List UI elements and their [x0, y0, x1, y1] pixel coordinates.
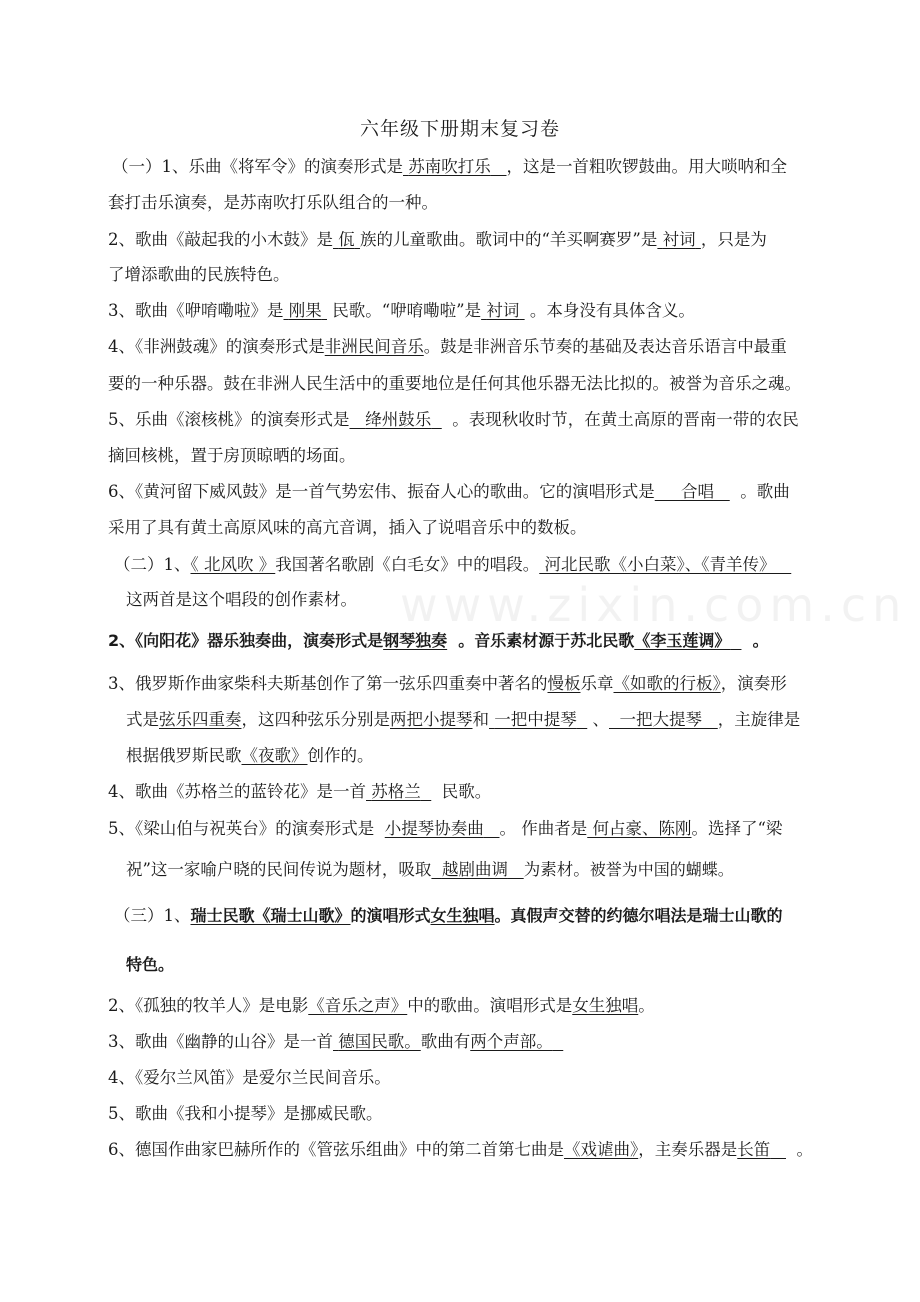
s1-q1-line2: 套打击乐演奏，是苏南吹打乐队组合的一种。: [108, 193, 438, 212]
s2-q5-line2: 祝”这一家喻户晓的民间传说为题材，吸取 越剧曲调 为素材。被誉为中国的蝴蝶。: [126, 860, 734, 879]
s1-q6-line1: 6、《黄河留下威风鼓》是一首气势宏伟、振奋人心的歌曲。它的演唱形式是 合唱 。歌曲: [108, 482, 790, 501]
s2-q4-line: 4、歌曲《苏格兰的蓝铃花》是一首 苏格兰 民歌。: [108, 782, 492, 801]
s2-q1-line2: 这两首是这个唱段的创作素材。: [126, 590, 357, 609]
s1-q3-line: 3、歌曲《咿唷嘞啦》是 刚果 民歌。“咿唷嘞啦”是 衬词 。本身没有具体含义。: [108, 301, 695, 320]
s1-q5-line2: 摘回核桃，置于房顶晾晒的场面。: [108, 446, 356, 465]
s1-q1-line1: （一）1、乐曲《将军令》的演奏形式是 苏南吹打乐 ，这是一首粗吹锣鼓曲。用大唢呐和全: [112, 157, 787, 176]
s3-q5-line: 5、歌曲《我和小提琴》是挪威民歌。: [108, 1104, 383, 1123]
s3-q3-line: 3、歌曲《幽静的山谷》是一首 德国民歌。歌曲有两个声部。: [108, 1032, 553, 1051]
s3-q1-line2: 特色。: [126, 955, 175, 974]
s1-q2-line1: 2、歌曲《敲起我的小木鼓》是 佤 族的儿童歌曲。歌词中的“羊买啊赛罗”是 衬词 ，只是为: [108, 230, 767, 249]
s2-q1-line1: （二）1、《 北风吹 》我国著名歌剧《白毛女》中的唱段。 河北民歌《小白菜》、《青羊传》: [114, 555, 776, 574]
s1-q6-line2: 采用了具有黄土高原风味的高亢音调，插入了说唱音乐中的数板。: [108, 518, 587, 537]
s2-q3-line2: 式是弦乐四重奏，这四种弦乐分别是两把小提琴和 一把中提琴 、 一把大提琴 ，主旋律是: [126, 710, 801, 729]
page-title: 六年级下册期末复习卷: [359, 118, 560, 140]
s3-q4-line: 4、《爱尔兰风笛》是爱尔兰民间音乐。: [108, 1068, 391, 1087]
s1-q2-line2: 了增添歌曲的民族特色。: [108, 265, 290, 284]
s3-q6-line: 6、德国作曲家巴赫所作的《管弦乐组曲》中的第二首第七曲是《戏谑曲》，主奏乐器是长笛 。: [108, 1140, 813, 1159]
s2-q3-line1: 3、俄罗斯作曲家柴科夫斯基创作了第一弦乐四重奏中著名的慢板乐章《如歌的行板》，演奏形: [108, 674, 787, 693]
s1-q4-line2: 要的一种乐器。鼓在非洲人民生活中的重要地位是任何其他乐器无法比拟的。被誉为音乐之魂。: [108, 374, 801, 393]
s2-q5-line1: 5、《梁山伯与祝英台》的演奏形式是 小提琴协奏曲 。 作曲者是 何占豪、陈刚。选择了“梁: [108, 819, 783, 838]
s3-q2-line: 2、《孤独的牧羊人》是电影《音乐之声》中的歌曲。演唱形式是女生独唱。: [108, 996, 655, 1015]
s1-q5-line1: 5、乐曲《滚核桃》的演奏形式是 绛州鼓乐 。表现秋收时节，在黄土高原的晋南一带的农民: [108, 410, 799, 429]
s2-q2-line: 2、《向阳花》器乐独奏曲，演奏形式是钢琴独奏 。音乐素材源于苏北民歌《李玉莲调》 。: [108, 631, 769, 650]
watermark: www.zixin.com.cn: [400, 578, 908, 632]
s2-q3-line3: 根据俄罗斯民歌《夜歌》创作的。: [126, 746, 374, 765]
s1-q4-line1: 4、《非洲鼓魂》的演奏形式是非洲民间音乐。鼓是非洲音乐节奏的基础及表达音乐语言中最重: [108, 337, 787, 356]
s3-q1-line1: （三）1、瑞士民歌《瑞士山歌》的演唱形式女生独唱。真假声交替的约德尔唱法是瑞士山歌的: [114, 906, 783, 925]
